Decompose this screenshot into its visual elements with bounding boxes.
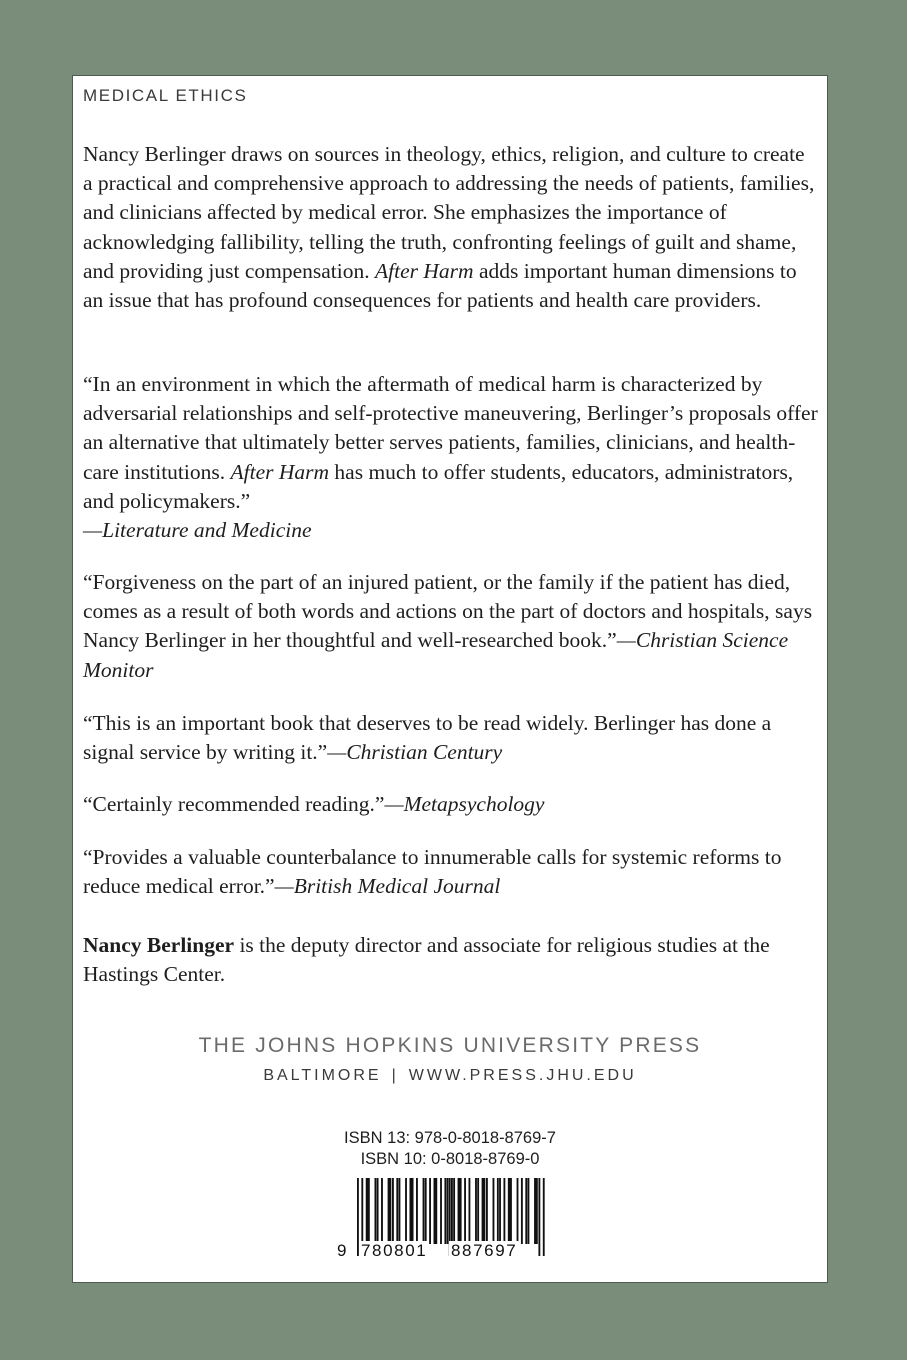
publisher-separator: | [391, 1067, 399, 1084]
barcode-bar [486, 1178, 488, 1244]
description-text-end: adds important human dimensions to an issue that has profound consequences for patients and health care providers. [83, 258, 797, 313]
review-quote [83, 709, 818, 767]
barcode-bar [444, 1178, 446, 1244]
review-source: —British Medical Journal [274, 874, 501, 899]
barcode-bar [528, 1178, 530, 1244]
barcode-bar [521, 1178, 523, 1244]
review-quote [83, 843, 818, 901]
barcode-bar [396, 1178, 398, 1244]
book-title: After Harm [230, 459, 330, 484]
barcode-bar [425, 1178, 427, 1244]
review-source: —Christian Science Monitor [83, 628, 789, 682]
isbn-10: ISBN 10: 0-8018-8769-0 [360, 1150, 540, 1168]
review-quote [83, 370, 818, 545]
book-title: After Harm [375, 258, 474, 283]
review-source: —Literature and Medicine [83, 518, 312, 543]
barcode-bar [468, 1178, 470, 1244]
publisher-name: THE JOHNS HOPKINS UNIVERSITY PRESS [198, 1034, 702, 1057]
barcode-bar [499, 1178, 501, 1244]
category-label: MEDICAL ETHICS [83, 86, 248, 105]
review-text: “Provides a valuable counterbalance to innumerable calls for systemic reforms to reduce medical error.” [83, 845, 782, 899]
barcode-bar [416, 1178, 418, 1244]
review-text: “Certainly recommended reading.” [83, 792, 385, 816]
barcode-bar [434, 1178, 438, 1244]
description-text: Nancy Berlinger draws on sources in theology, ethics, religion, and culture to create a practical and comprehensive approach to addressing the needs of patients, families, and clinicians affected by medical error. She emphasizes the importance of acknowledging fallibility, telling the truth, confronting feelings of guilt and shame, and providing just compensation. [83, 142, 815, 283]
barcode-bar [517, 1178, 519, 1244]
barcode-bar [460, 1178, 462, 1244]
barcode-bar [381, 1178, 383, 1244]
review-text-end: has much to offer students, educators, administrators, and policymakers.” [83, 459, 794, 513]
barcode-bar [503, 1178, 505, 1244]
barcode-bar [543, 1178, 545, 1256]
barcode-bar [399, 1178, 401, 1244]
barcode-bar [534, 1178, 538, 1244]
author-bio [83, 931, 818, 989]
publisher-city: BALTIMORE [263, 1067, 382, 1084]
barcode-group-2: 887697 [451, 1241, 518, 1260]
author-bio-text: is the deputy director and associate for religious studies at the Hastings Center. [83, 933, 770, 987]
barcode-bar [451, 1178, 453, 1244]
review-text: “In an environment in which the aftermath of medical harm is characterized by adversarial relationships and self-protective maneuvering, Berlinger’s proposals offer an alternative that ultimately better serves patients, families, clinicians, and health-care institutions. [83, 372, 818, 484]
review-text: “This is an important book that deserves to be read widely. Berlinger has done a signal service by writing it.” [83, 711, 772, 765]
barcode-bar [497, 1178, 499, 1244]
barcode-bar [368, 1178, 370, 1244]
review-source: —Christian Century [327, 740, 503, 765]
barcode-bar [475, 1178, 477, 1244]
barcode-bar [429, 1178, 431, 1244]
barcode-bar [440, 1178, 442, 1244]
barcode-bar [510, 1178, 512, 1244]
barcode-bar [388, 1178, 392, 1244]
isbn-13: ISBN 13: 978-0-8018-8769-7 [344, 1129, 556, 1147]
barcode-bar [477, 1178, 479, 1244]
barcode-bar [423, 1178, 425, 1244]
barcode-lead-digit: 9 [337, 1241, 347, 1260]
review-quote [83, 790, 818, 819]
barcode-bar [374, 1178, 376, 1244]
review-text: “Forgiveness on the part of an injured patient, or the family if the patient has died, comes as a result of both words and actions on the part of doctors and hospitals, says Nancy Berlinger in her thoughtful and well-researched book.” [83, 570, 813, 653]
barcode-bar [482, 1178, 486, 1244]
barcode-group-1: 780801 [361, 1241, 428, 1260]
publisher-details [73, 1067, 827, 1085]
barcode-bar [377, 1178, 379, 1244]
back-cover-panel [72, 75, 828, 1283]
book-description [83, 140, 818, 315]
review-quote [83, 568, 818, 685]
author-name: Nancy Berlinger [83, 933, 235, 957]
barcode-bar [525, 1178, 527, 1244]
barcode-bar [392, 1178, 394, 1244]
review-source: —Metapsychology [384, 792, 545, 816]
barcode-bar [447, 1178, 449, 1244]
barcode-bar [464, 1178, 466, 1244]
barcode-bar [412, 1178, 414, 1244]
publisher-url: WWW.PRESS.JHU.EDU [408, 1067, 637, 1084]
barcode-bar [538, 1178, 540, 1256]
barcode-bar [405, 1178, 407, 1244]
barcode-bar [493, 1178, 495, 1244]
